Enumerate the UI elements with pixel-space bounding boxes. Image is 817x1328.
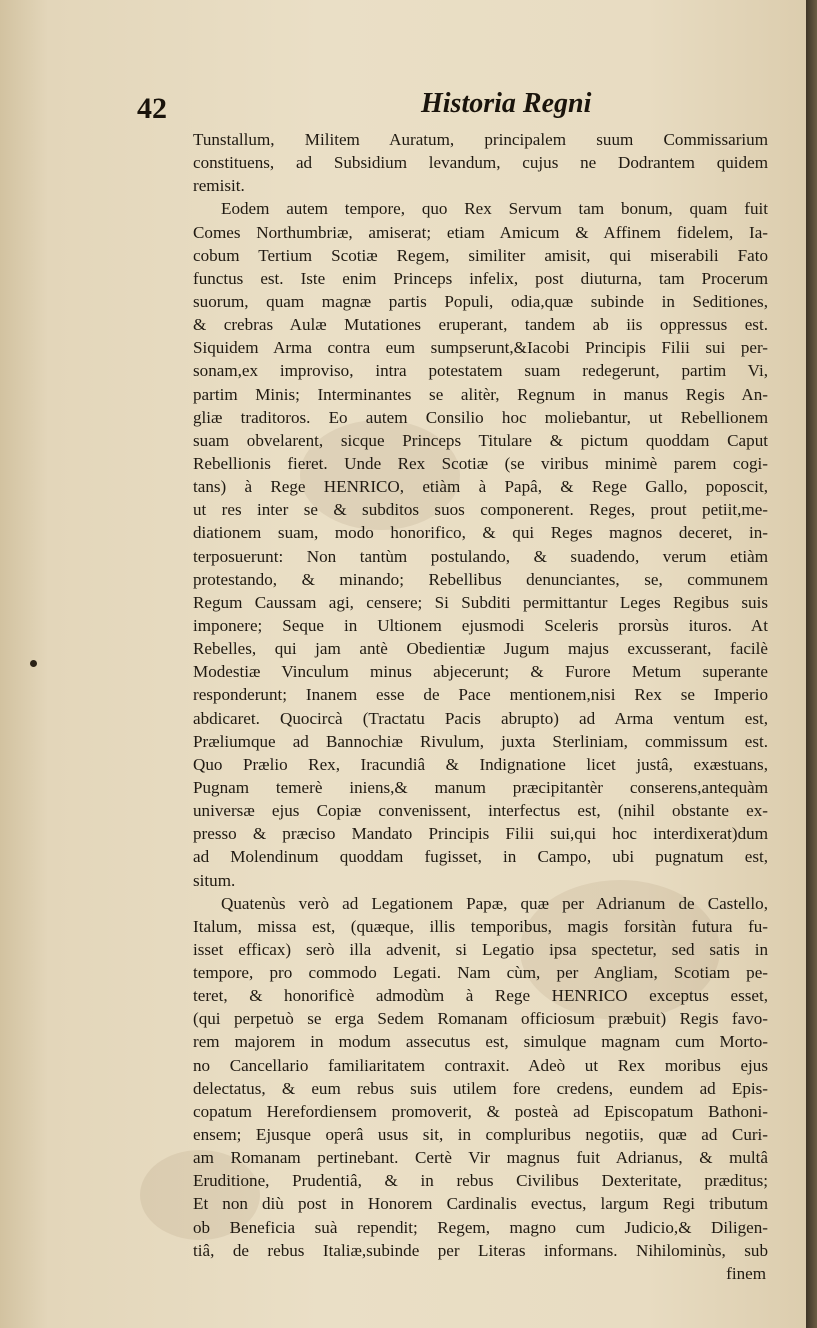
text-line: situm. [193,870,236,890]
catchword: finem [726,1263,766,1283]
text-line: teret, & honorificè admodùm à Rege HENRICO exceptus esset, [193,986,768,1006]
text-line: universæ ejus Copiæ convenissent, interfectus est, (nihil obstante ex- [193,801,768,821]
text-line: Regum Caussam agi, censere; Si Subditi permittantur Leges Regibus suis [193,592,768,612]
text-line: ad Molendinum quoddam fugisset, in Campo, ubi pugnatum est, [193,847,768,867]
text-line: am Romanam pertinebant. Certè Vir magnus fuit Adrianus, & multâ [193,1148,768,1168]
text-line: Rebellionis fieret. Unde Rex Scotiæ (se viribus minimè parem cogi- [193,453,768,473]
text-line: Pugnam temerè iniens,& manum præcipitantèr conserens,antequàm [193,777,768,797]
text-line: Et non diù post in Honorem Cardinalis evectus, largum Regi tributum [193,1194,768,1214]
page-header [0,80,806,130]
text-line: Italum, missa est, (quæque, illis temporibus, magis forsitàn futura fu- [193,916,768,936]
text-line: Siquidem Arma contra eum sumpserunt,&Iacobi Principis Filii sui per- [193,338,768,358]
text-line: sonam,ex improviso, intra potestatem suam redegerunt, partim Vi, [193,361,768,381]
text-line: presso & præciso Mandato Principis Filii sui,qui hoc interdixerat)dum [193,824,768,844]
running-title: Historia Regni [421,88,592,119]
text-line: terposuerunt: Non tantùm postulando, & suadendo, verum etiàm [193,546,768,566]
text-line: constituens, ad Subsidium levandum, cujus ne Dodrantem quidem [193,153,768,173]
text-line: protestando, & minando; Rebellibus denunciantes, se, communem [193,569,768,589]
text-line: no Cancellario familiaritatem contraxit. Adeò ut Rex moribus ejus [193,1055,768,1075]
text-line: diationem suam, modo honorifico, & qui Reges magnos deceret, in- [193,523,768,543]
text-line: Eruditione, Prudentiâ, & in rebus Civilibus Dexteritate, præditus; [193,1171,768,1191]
text-line: Eodem autem tempore, quo Rex Servum tam bonum, quam fuit [221,199,768,219]
text-line: abdicaret. Quocircà (Tractatu Pacis abrupto) ad Arma ventum est, [193,708,768,728]
text-line: Modestiæ Vinculum minus abjecerunt; & Furore Metum superante [193,662,768,682]
text-line: remisit. [193,176,245,196]
page-edge-shadow [806,0,817,1328]
text-line: suorum, quam magnæ partis Populi, odia,quæ subinde in Seditiones, [193,291,768,311]
text-line: tiâ, de rebus Italiæ,subinde per Literas informans. Nihilominùs, sub [193,1240,768,1260]
text-line: functus est. Iste enim Princeps infelix, post diuturna, tam Procerum [193,268,768,288]
text-line: cobum Tertium Scotiæ Regem, similiter amisit, qui miserabili Fato [193,245,768,265]
text-line: Quo Prælio Rex, Iracundiâ & Indignatione licet justâ, exæstuans, [193,754,768,774]
text-line: delectatus, & eum rebus suis utilem fore credens, eundem ad Epis- [193,1078,768,1098]
text-line: tans) à Rege HENRICO, etiàm à Papâ, & Rege Gallo, poposcit, [193,477,768,497]
text-line: rem majorem in modum assecutus est, simulque magnam cum Morto- [193,1032,768,1052]
text-line: suam obvelarent, sicque Princeps Titulare & pictum quoddam Caput [193,430,768,450]
text-line: copatum Herefordiensem promoverit, & posteà ad Episcopatum Bathoni- [193,1101,768,1121]
ink-spot [30,660,37,667]
text-line: Quatenùs verò ad Legationem Papæ, quæ per Adrianum de Castello, [221,893,768,913]
text-line: partim Minis; Interminantes se alitèr, Regnum in manus Regis An- [193,384,768,404]
text-line: ut res inter se & subditos suos componerent. Reges, prout petiit,me- [193,500,768,520]
text-line: (qui perpetuò se erga Sedem Romanam officiosum præbuit) Regis favo- [193,1009,768,1029]
page-number: 42 [137,92,167,125]
text-line: Comes Northumbriæ, amiserat; etiam Amicum & Affinem fidelem, Ia- [193,222,768,242]
text-line: & crebras Aulæ Mutationes eruperant, tandem ab iis oppressus est. [193,315,768,335]
text-line: gliæ traditoros. Eo autem Consilio hoc moliebantur, ut Rebellionem [193,407,768,427]
text-line: Præliumque ad Bannochiæ Rivulum, juxta Sterliniam, commissum est. [193,731,768,751]
text-line: responderunt; Inanem esse de Pace mentionem,nisi Rex se Imperio [193,685,768,705]
text-line: Rebelles, qui jam antè Obedientiæ Jugum majus excusserant, facilè [193,639,768,659]
text-line: isset efficax) serò illa advenit, si Legatio ipsa spectetur, sed satis in [193,939,768,959]
text-line: tempore, pro commodo Legati. Nam cùm, per Angliam, Scotiam pe- [193,963,768,983]
text-line: ob Beneficia suà rependit; Regem, magno cum Judicio,& Diligen- [193,1217,768,1237]
main-text [193,128,768,1285]
text-line: Tunstallum, Militem Auratum, principalem suum Commissarium [193,130,768,149]
text-line: ensem; Ejusque operâ usus sit, in compluribus negotiis, quæ ad Curi- [193,1125,768,1145]
text-line: imponere; Seque in Ultionem ejusmodi Sceleris prorsùs ituros. At [193,615,768,635]
